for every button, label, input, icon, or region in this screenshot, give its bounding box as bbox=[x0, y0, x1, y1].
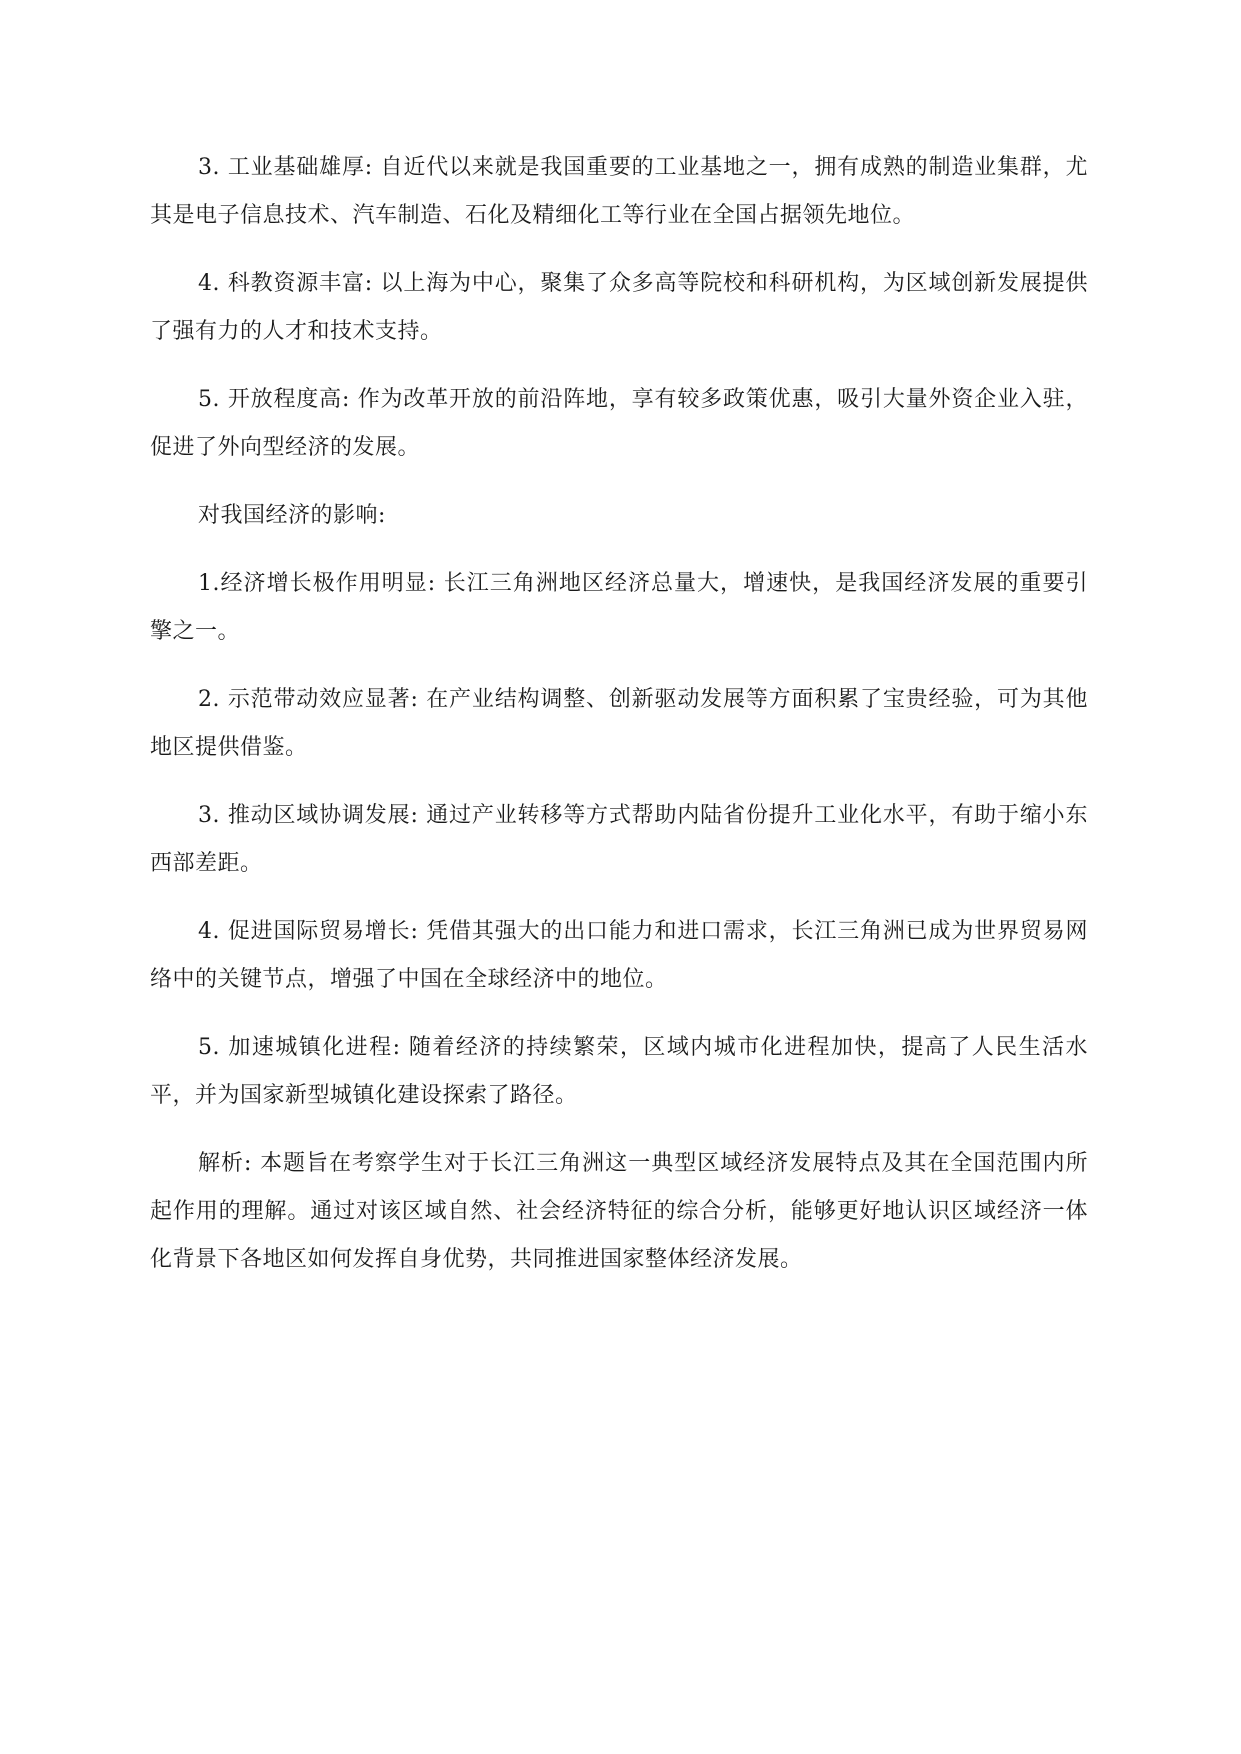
paragraph-industrial-base: 3. 工业基础雄厚: 自近代以来就是我国重要的工业基地之一，拥有成熟的制造业集群，尤其是电子信息技术、汽车制造、石化及精细化工等行业在全国占据领先地位。 bbox=[150, 155, 1088, 228]
paragraph-urbanization: 5. 加速城镇化进程: 随着经济的持续繁荣，区域内城市化进程加快，提高了人民生活水平，并为国家新型城镇化建设探索了路径。 bbox=[150, 1035, 1088, 1108]
paragraph-international-trade: 4. 促进国际贸易增长: 凭借其强大的出口能力和进口需求，长江三角洲已成为世界贸易网络中的关键节点，增强了中国在全球经济中的地位。 bbox=[150, 919, 1088, 992]
paragraph-education-resources: 4. 科教资源丰富: 以上海为中心，聚集了众多高等院校和科研机构，为区域创新发展提供了强有力的人才和技术支持。 bbox=[150, 271, 1088, 344]
paragraph-openness: 5. 开放程度高: 作为改革开放的前沿阵地，享有较多政策优惠，吸引大量外资企业入驻，促进了外向型经济的发展。 bbox=[150, 387, 1088, 460]
paragraph-regional-coordination: 3. 推动区域协调发展: 通过产业转移等方式帮助内陆省份提升工业化水平，有助于缩小东西部差距。 bbox=[150, 803, 1088, 876]
paragraph-growth-pole: 1.经济增长极作用明显: 长江三角洲地区经济总量大，增速快，是我国经济发展的重要引擎之一。 bbox=[150, 571, 1088, 644]
paragraph-analysis: 解析: 本题旨在考察学生对于长江三角洲这一典型区域经济发展特点及其在全国范围内所起作用的理解。通过对该区域自然、社会经济特征的综合分析，能够更好地认识区域经济一体化背景下各地区如何发挥自身优势，共同推进国家整体经济发展。 bbox=[150, 1151, 1088, 1272]
section-heading-impact: 对我国经济的影响: bbox=[198, 503, 386, 528]
document-body bbox=[150, 144, 1088, 1304]
paragraph-demonstration-effect: 2. 示范带动效应显著: 在产业结构调整、创新驱动发展等方面积累了宝贵经验，可为其他地区提供借鉴。 bbox=[150, 687, 1088, 760]
